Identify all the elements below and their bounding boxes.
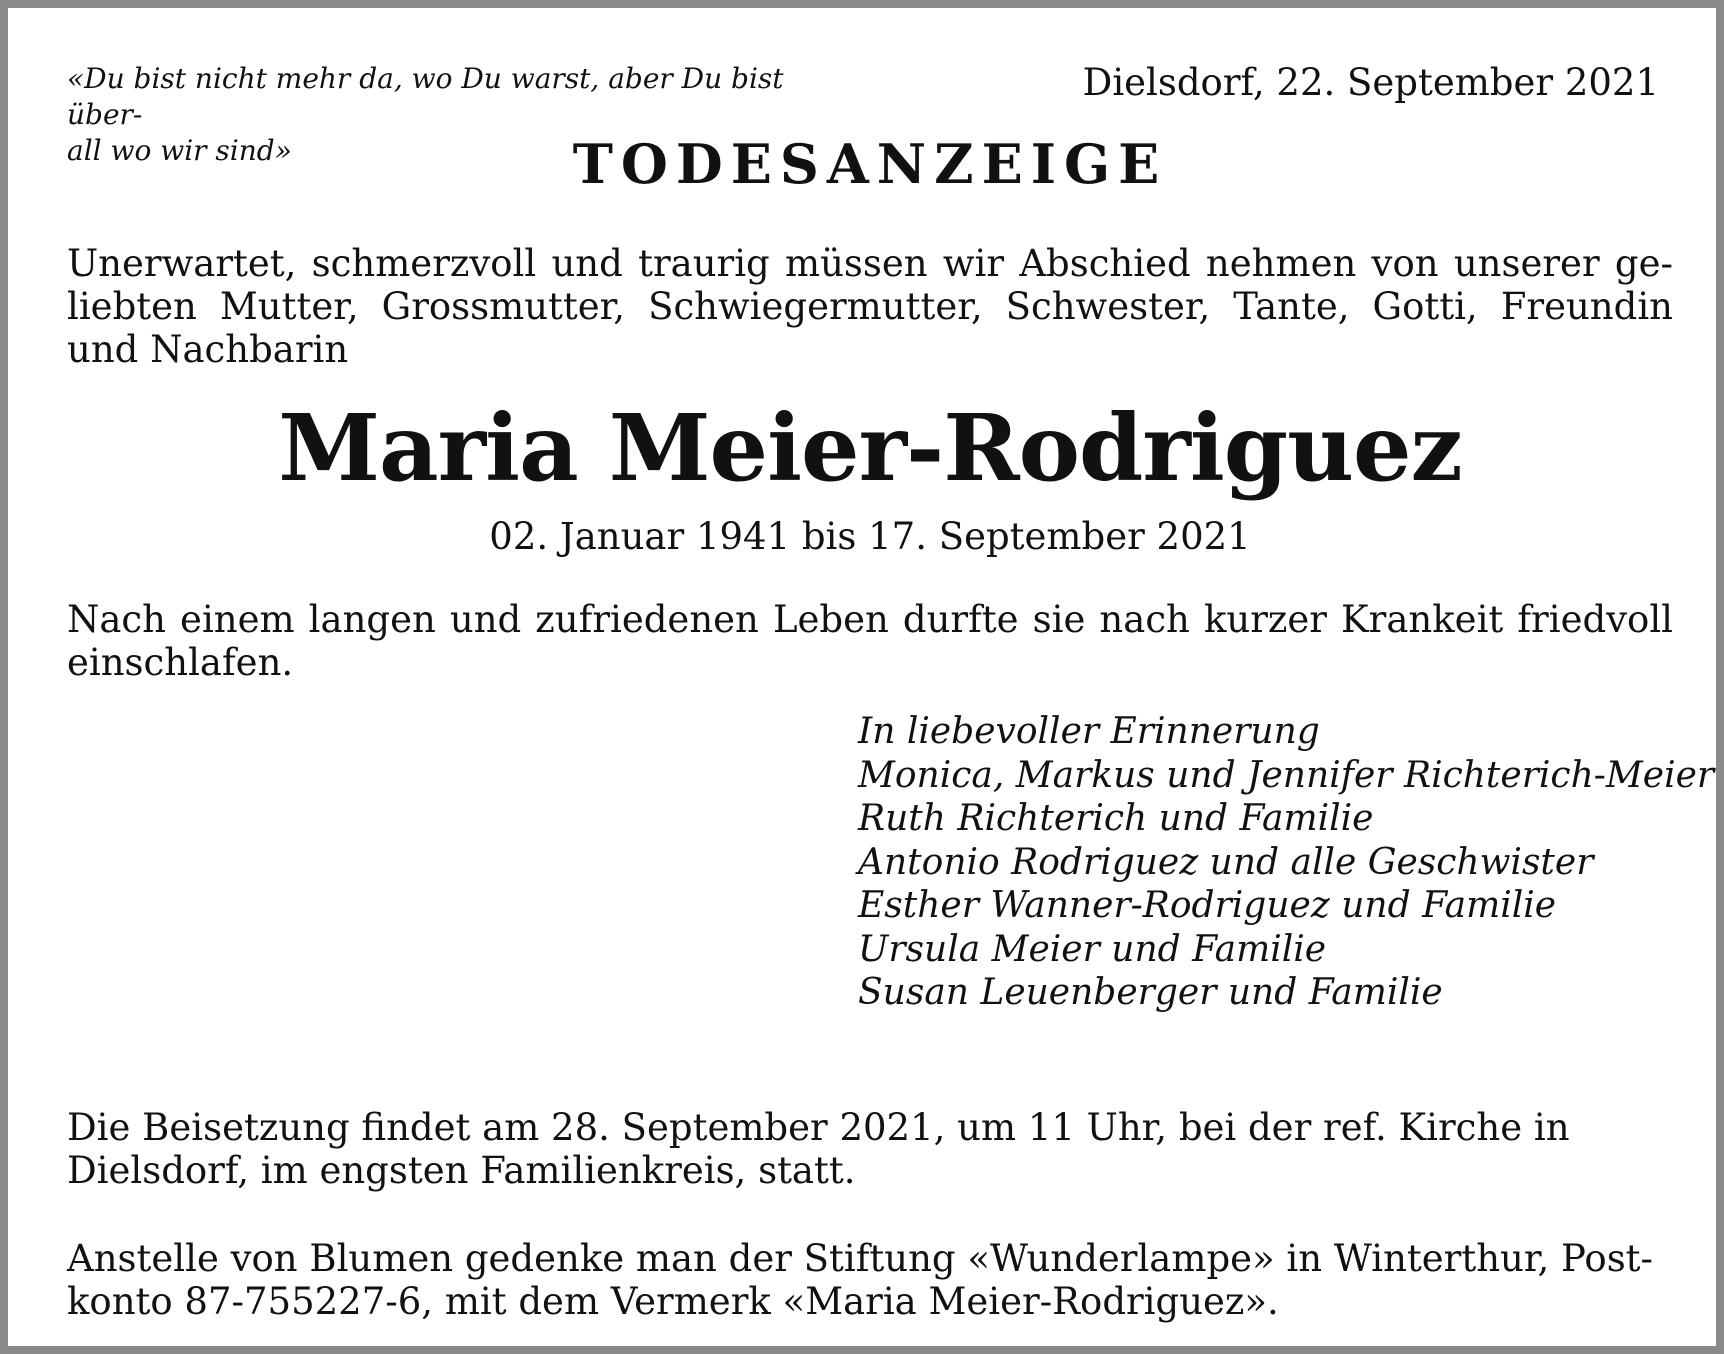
mourners-line: Monica, Markus und Jennifer Richterich-Meier (858, 754, 1715, 796)
mourners-list (858, 710, 1715, 1015)
mourners-line: Esther Wanner-Rodriguez und Familie (858, 885, 1557, 926)
deceased-name: Maria Meier-Rodriguez (278, 394, 1462, 502)
donation-info: Anstelle von Blumen gedenke man der Stiftung «Wunderlampe» in Winterthur, Post- konto 87-755227-6, mit dem Vermerk «Maria Meier-Rodriguez». (67, 1237, 1654, 1323)
mourners-line: Antonio Rodriguez und alle Geschwister (858, 841, 1594, 883)
notice-heading: TODESANZEIGE (572, 132, 1168, 196)
mourners-line: Ursula Meier und Familie (858, 928, 1327, 970)
message-paragraph: Nach einem langen und zufriedenen Leben durfte sie nach kurzer Krankeit friedvoll einschlafen. (67, 598, 1673, 684)
place-date: Dielsdorf, 22. September 2021 (1082, 61, 1659, 104)
intro-paragraph: Unerwartet, schmerzvoll und traurig müssen wir Abschied nehmen von unserer geliebten Mutter, Grossmutter, Schwiegermutter, Schwester, Tante, Gotti, Freundin und Nachbarin (67, 242, 1673, 371)
mourners-line: In liebevoller Erinnerung (858, 711, 1320, 752)
motto-quote: «Du bist nicht mehr da, wo Du warst, aber Du bist über- all wo wir sind» (67, 62, 784, 167)
mourners-line: Susan Leuenberger und Familie (858, 972, 1443, 1013)
funeral-info: Die Beisetzung findet am 28. September 2021, um 11 Uhr, bei der ref. Kirche in Dielsdorf, im engsten Familienkreis, statt. (67, 1106, 1570, 1192)
mourners-line: Ruth Richterich und Familie (858, 798, 1374, 839)
life-dates: 02. Januar 1941 bis 17. September 2021 (489, 515, 1251, 558)
